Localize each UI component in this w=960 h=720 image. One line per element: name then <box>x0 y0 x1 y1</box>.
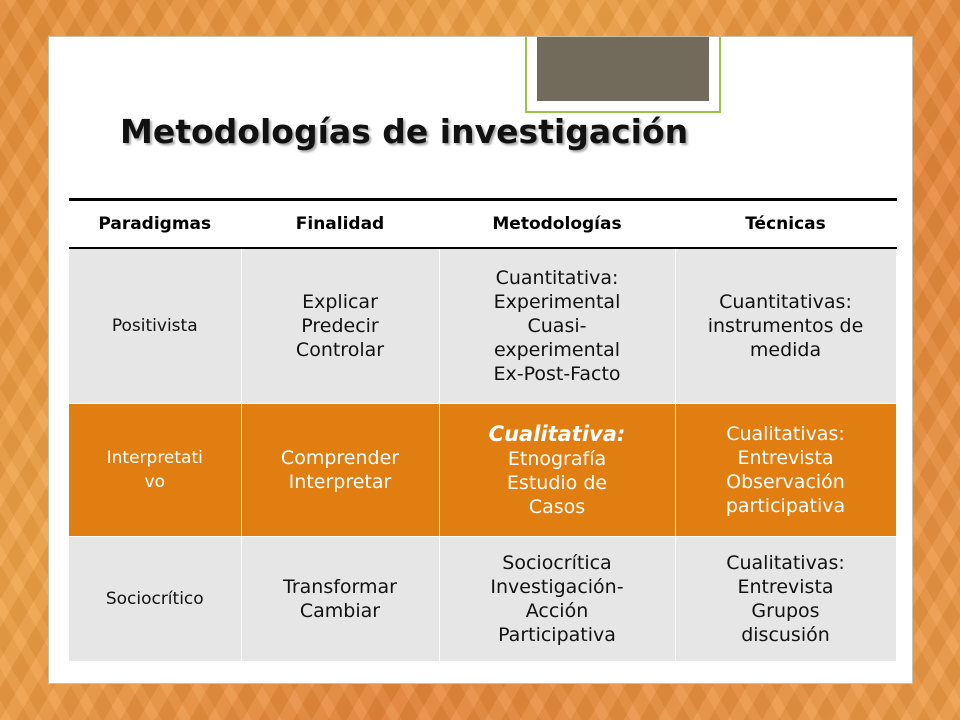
cell-tecnicas <box>675 537 896 662</box>
table-row-sociocritico <box>69 537 896 662</box>
header-finalidad: Finalidad <box>241 200 439 249</box>
slide-title: Metodologías de investigación <box>120 112 689 151</box>
cell-finalidad <box>241 537 439 662</box>
table-row-positivista <box>69 248 896 404</box>
cell-line: Cualitativas: <box>726 552 845 574</box>
cell-line: Positivista <box>111 316 198 336</box>
cell-line: Casos <box>528 496 586 518</box>
cell-line: Controlar <box>295 339 385 361</box>
cell-line: Observación <box>726 471 845 493</box>
cell-line: Comprender <box>280 447 400 469</box>
cell-line: participativa <box>725 495 846 517</box>
cell-line: Cuantitativa: <box>495 267 619 289</box>
cell-line: Explicar <box>302 291 378 313</box>
cell-line: medida <box>749 339 822 361</box>
cell-line: Acción <box>525 600 589 622</box>
header-metodologias: Metodologías <box>439 200 675 249</box>
cell-line: Transformar <box>283 576 397 598</box>
cell-line: Cuasi- <box>527 315 587 337</box>
cell-metodologias <box>439 248 675 404</box>
cell-paradigma <box>69 537 241 662</box>
cell-line: Interpretati <box>106 448 203 468</box>
cell-line: Experimental <box>493 291 621 313</box>
cell-metodologias <box>439 537 675 662</box>
cell-line: Sociocrítico <box>105 589 204 609</box>
cell-line: Investigación- <box>490 576 624 598</box>
cell-line: Entrevista <box>737 576 834 598</box>
cell-metodologias <box>439 404 675 537</box>
cell-line: discusión <box>741 624 830 646</box>
cell-line: Sociocrítica <box>502 552 612 574</box>
cell-line: Entrevista <box>737 447 834 469</box>
methodology-table <box>69 198 897 662</box>
cell-tecnicas <box>675 248 896 404</box>
photo-frame <box>525 37 721 113</box>
cell-line: Participativa <box>498 624 616 646</box>
cell-line: instrumentos de <box>707 315 864 337</box>
cell-tecnicas <box>675 404 896 537</box>
cell-line: Estudio de <box>506 472 608 494</box>
header-paradigmas: Paradigmas <box>69 200 241 249</box>
cell-line: experimental <box>493 339 621 361</box>
cell-line: Cualitativas: <box>726 423 845 445</box>
cell-heading: Cualitativa: <box>488 422 626 446</box>
table-row-interpretativo <box>69 404 896 537</box>
cell-line: Interpretar <box>288 471 392 493</box>
cell-finalidad <box>241 404 439 537</box>
header-tecnicas: Técnicas <box>675 200 896 249</box>
cell-finalidad <box>241 248 439 404</box>
table-header-row <box>69 200 896 249</box>
cell-line: Etnografía <box>507 448 607 470</box>
cell-paradigma <box>69 248 241 404</box>
cell-line: Cambiar <box>299 600 381 622</box>
cell-paradigma <box>69 404 241 537</box>
header-image <box>537 37 709 101</box>
cell-line: Grupos <box>751 600 820 622</box>
cell-line: Ex-Post-Facto <box>493 363 621 385</box>
cell-line: vo <box>144 472 165 492</box>
cell-line: Predecir <box>301 315 379 337</box>
cell-line: Cuantitativas: <box>719 291 852 313</box>
